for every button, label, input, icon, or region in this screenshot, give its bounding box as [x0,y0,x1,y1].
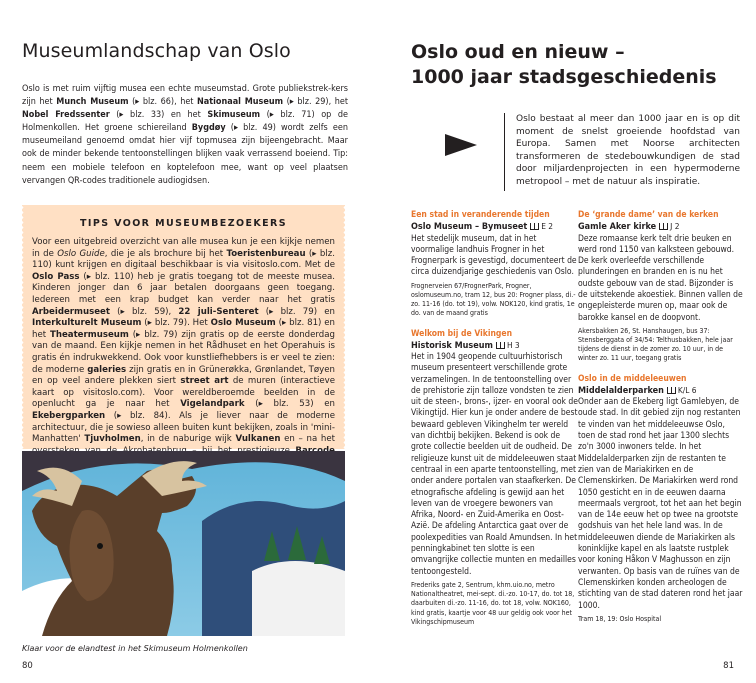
column-left [411,210,579,627]
entry-name [411,340,579,353]
text-run: (▸ blz. 84). Als je liever naar de moderne architectuur, die je sowieso alleen buiten kunt bekijken, zoals in 'mini-Manhatten' [32,410,335,445]
text-run: Oslo Guide [57,248,105,259]
page-number-right: 81 [723,661,734,671]
text-run: (▸ blz. 79) zijn gratis op de eerste donderdag van de maand. Een kijkje nemen in het Rådhuset en het Operahuis is gratis én indrukwekkend. Ook voor kunstliefhebbers is er veel te zien: de moderne [32,329,335,375]
right-page [378,0,756,683]
map-book-icon [659,223,668,230]
entry-info: Frederiks gate 2, Sentrum, khm.uio.no, metro Nationaltheatret, mei-sept. di.-zo. 10-17, do. tot 18, daarbuiten di.-zo. 11-16, do. tot 18, volw. NOK160, kind gratis, kaartje voor 48 uur geldig ook voor het Vikingschipmuseum [411,580,575,626]
arrow-right-icon [445,134,477,156]
moose-illustration [22,451,345,636]
map-reference: H 3 [506,339,520,350]
text-run: (▸ blz. 29), het [283,97,348,108]
bold-term: Interkulturelt Museum [32,318,142,329]
map-reference: K/L 6 [677,384,697,395]
text-run: (▸ blz. 110) heb je gratis toegang tot de meeste musea. Kinderen jonger dan 6 jaar betalen doorgaans geen toegang. Iedereen met een krap budget kan verder naar het gratis [32,271,335,305]
tips-title: TIPS VOOR MUSEUMBEZOEKERS [80,218,287,229]
text-run: (▸ blz. 110) kunt krijgen en digitaal beschikbaar is via visitoslo.com. Met de [32,248,336,271]
entry-body: Het in 1904 geopende cultuurhistorisch museum presenteert verschillende grote verzamelingen. In de tentoonstelling over de prehistorie zijn talloze vondsten te zien uit de steen-, brons-, ijzer- en vooral ook de Vikingtijd. Hier kun je onder andere de best bewaard gebleven Vikinghelm ter wereld van dichtbij bekijken. Bekend is ook de grote collectie beelden uit de oudheid. De religieuze kunst uit de middeleeuwen staat centraal in een aparte tentoonstelling, met onder andere portalen van staafkerken. De etnografische afdeling is gewijd aan het leven van de vroegere bewoners van Afrika, Noord- en Zuid-Amerika en Oost-Azië. De afdeling Antarctica gaat over de poolexpedities van Roald Amundsen. In het penningkabinet ten slotte is een omvangrijke collectie munten en medailles tentoongesteld. [411,352,578,577]
entry-title: Historisk Museum [411,340,493,351]
right-page-title [411,40,717,89]
section-heading: Oslo in de middeleeuwen [578,373,687,384]
bold-term: street art [180,376,229,387]
bold-term: Theatermuseum [49,329,129,340]
entry-info: Akersbakken 26, St. Hanshaugen, bus 37: Stensberggata of 34/54: Telthusbakken, hele jaar tijdens de dienst in de zomer zo. 10 uur, in de winter zo. 11 uur, toegang gratis [578,326,733,363]
section-heading: Welkom bij de Vikingen [411,328,513,339]
lead-paragraph: Oslo bestaat al meer dan 1000 jaar en is op dit moment de snelst groeiende hoofdstad van Europa. Samen met Noorse architecten transformeren de stedebouwkundigen de stad door miljardenprojecten in een hypermoderne metropool – met de natuur als inspiratie. [516,114,740,187]
text-run: (▸ blz. 79) en [258,306,335,317]
column-right [578,210,744,624]
text-run: (▸ blz. 59), [110,306,179,317]
page-number-left: 80 [22,661,33,671]
map-reference: E 2 [541,221,554,231]
entry-name [578,385,744,398]
text-run: (▸ blz. 53) en [244,399,335,410]
entry-body: Het stedelijk museum, dat in het voormalige landhuis Frogner in het Frognerpark is gevestigd, documenteert de circa duizendjarige geschiedenis van Oslo. [411,233,577,278]
moose-photo [22,451,345,636]
bold-term: Nobel Fredssenter [22,110,110,121]
bold-term: Arbeidermuseet [32,306,110,317]
bold-term: Vulkanen [235,434,281,445]
text-run: (▸ blz. 66), het [128,97,198,108]
entry-body: Onder aan de Ekeberg ligt Gamlebyen, de oude stad. In dit gebied zijn nog restanten te vinden van het middeleeuwse Oslo, toen de stad rond het jaar 1300 slechts zo'n 3000 inwoners telde. In het Middelalderparken zijn de restanten te zien van de Mariakirken en de Clemenskirken. De Mariakirken werd rond 1050 gesticht en in de eeuwen daarna meermaals vergroot, tot het aan het begin van de 14e eeuw het op twee na grootste godshuis van het hele land was. In de middeleeuwen diende de Mariakirken als koninklijke kapel en als laatste rustplek voor koning Håkon V Maghusson en zijn verwanten. Op basis van de ruïnes van de Clemenskirken konden archeologen de stichting van de stad dateren rond het jaar 1000. [578,397,743,611]
entry-title: Middelalderparken [578,385,664,396]
map-book-icon [496,342,505,349]
bold-term: Nationaal Museum [197,97,284,108]
text-run: (▸ blz. 49) wordt zelfs een museumeiland genoemd omdat hier vijf topmusea zijn bijeengebracht. Maar ook de minder bekende tentoonstellingen blijken vaak verrassend boeiend. Tip: neem een mobiele telefoon en koptelefoon mee, want op veel plaatsen vervangen QR-codes traditionele audiogidsen. [22,123,349,186]
lead-divider [504,113,505,191]
text-run: Voor een uitgebreid overzicht van alle musea kun je een kijkje nemen in de [32,237,335,259]
left-page-title: Museumlandschap van Oslo [22,40,291,62]
text-run: (▸ blz. 81) en het [32,318,336,340]
entry-title: Oslo Museum – Bymuseet [411,222,528,232]
bold-term: galeries [87,364,127,375]
text-run: (▸ blz. 79). Het [141,318,211,329]
entry-name [578,221,744,234]
title-line-1: Oslo oud en nieuw – [411,41,625,63]
photo-caption: Klaar voor de elandtest in het Skimuseum Holmenkollen [22,644,248,653]
bold-term: Skimuseum [207,110,261,121]
entry-name [411,221,579,234]
map-book-icon [667,387,676,394]
bold-term: Toeristenbureau [226,248,306,259]
tips-body [32,237,335,469]
section-heading: Een stad in veranderende tijden [411,210,550,220]
entry-title: Gamle Aker kirke [578,222,657,232]
intro-paragraph [22,83,348,188]
bold-term: Munch Museum [56,97,129,108]
text-run: , die je als brochure bij het [104,248,227,259]
bold-term: Tjuvholmen [84,434,141,445]
text-run: Oslo is met ruim vijftig musea een echte museumstad. Grote publiekstrek-kers zijn het [22,84,348,108]
bold-term: 22 juli-Senteret [178,306,259,317]
entry-body: Deze romaanse kerk telt drie beuken en werd rond 1150 van kalksteen gebouwd. De kerk overleefde verschillende plunderingen en branden en is nu het oudste gebouw van de stad. Bijzonder is de uitstekende akoestiek. Binnen vallen de ongepleisterde muren op, maar ook de barokke kansel en de doopvont. [578,233,743,323]
text-run: (▸ blz. 71) op de Holmenkollen. Het groene schiereiland [22,110,348,134]
text-run: de muren (interactieve kaart op visitoslo.com). Voor wereldberoemde beelden in de openlucht ga je naar het [32,376,335,410]
bold-term: Bygdøy [191,123,226,134]
tips-box [22,205,345,449]
text-run: zijn gratis en in Grünerøkka, Grønlandet, Tøyen en op veel andere plekken siert [32,364,335,387]
section-heading: De ‘grande dame’ van de kerken [578,210,719,220]
text-run: (▸ blz. 33) en het [109,110,208,121]
bold-term: Oslo Museum [210,318,276,329]
text-run: en – na het [284,434,335,445]
bold-term: Oslo Pass [32,271,80,282]
map-reference: J 2 [670,221,680,231]
bold-term: Vigelandpark [180,399,245,410]
bold-term: Ekebergparken [32,410,106,421]
title-line-2: 1000 jaar stadsgeschiedenis [411,65,717,88]
text-run: , in de naburige wijk [140,434,236,445]
map-book-icon [530,223,539,230]
entry-info: Tram 18, 19: Oslo Hospital [578,614,662,623]
entry-info: Frognerveien 67/FrognerPark, Frogner, oslomuseum.no, tram 12, bus 20: Frogner plass, di.-zo. 11-16 (do. tot 19), volw. NOK120, kind gratis, 1e do. van de maand gratis [411,281,576,318]
